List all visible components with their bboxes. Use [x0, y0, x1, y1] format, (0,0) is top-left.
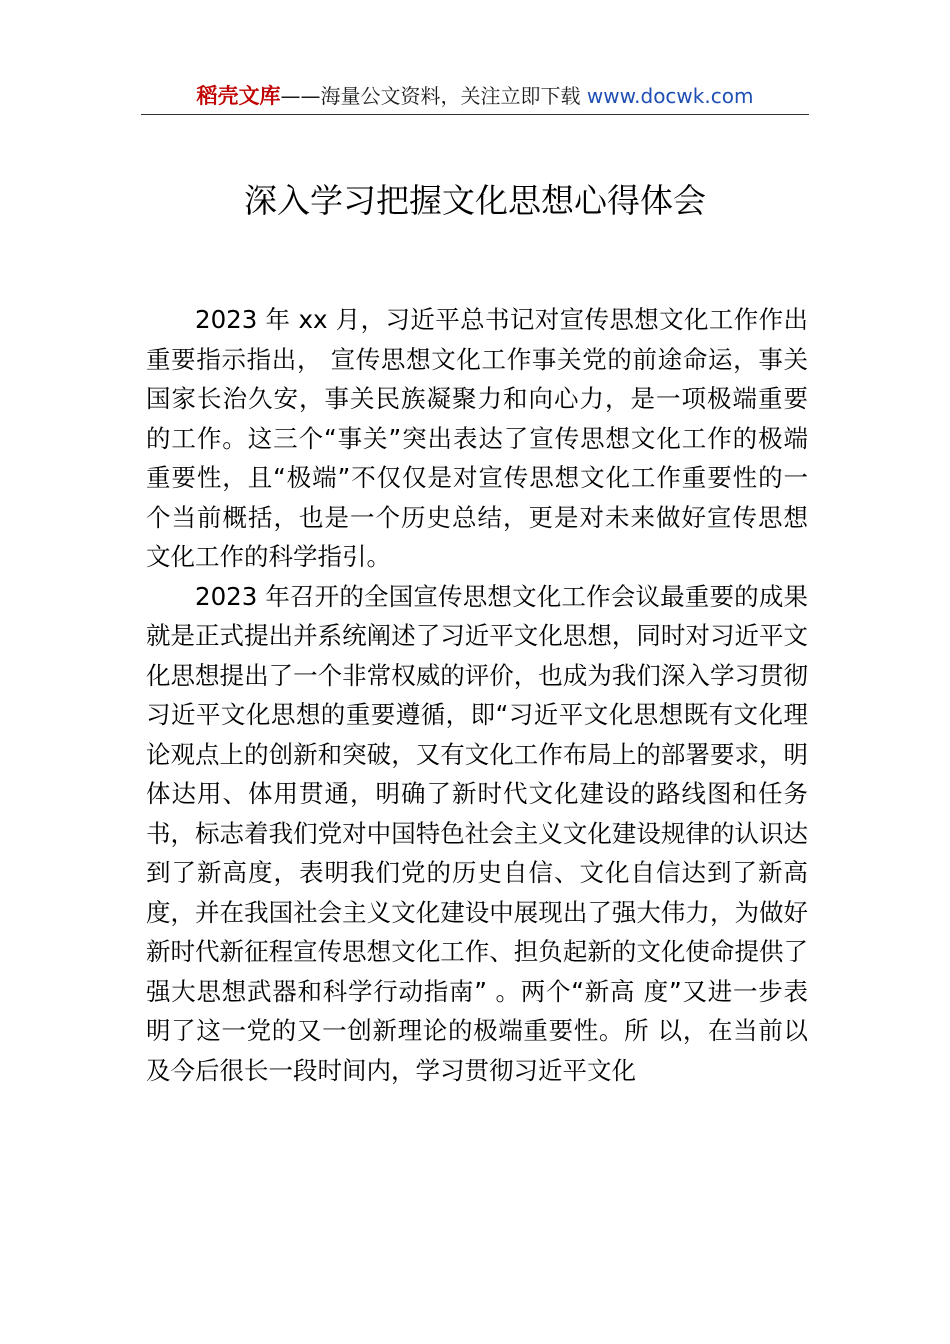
- paragraph-2: 2023 年召开的全国宣传思想文化工作会议最重要的成果就是正式提出并系统阐述了习近平文化思想，同时对习近平文化思想提出了一个非常权威的评价，也成为我们深入学习贯彻习近平文化思想的重要遵循，即“习近平文化思想既有文化理论观点上的创新和突破，又有文化工作布局上的部署要求，明体达用、体用贯通，明确了新时代文化建设的路线图和任务书，标志着我们党对中国特色社会主义文化建设规律的认识达到了新高度，表明我们党的历史自信、文化自信达到了新高度，并在我国社会主义文化建设中展现出了强大伟力，为做好新时代新征程宣传思想文化工作、担负起新的文化使命提供了强大思想武器和科学行动指南” 。两个“新高 度”又进一步表明了这一党的又一创新理论的极端重要性。所 以，在当前以及今后很长一段时间内，学习贯彻习近平文化: [146, 581, 808, 1085]
- paragraph-1: 2023 年 xx 月，习近平总书记对宣传思想文化工作作出重要指示指出， 宣传思想文化工作事关党的前途命运，事关 国家长治久安，事关民族凝聚力和向心力，是一项极端重要 的工作。这三个“事关”突出表达了宣传思想文化工作的极端 重要性，且“极端”不仅仅是对宣传思想文化工作重要性的一 个当前概括，也是一个历史总结，更是对未来做好宣传思想 文化工作的科学指引。: [146, 305, 808, 571]
- page-header: [141, 80, 809, 115]
- site-link[interactable]: www.docwk.com: [586, 84, 754, 108]
- header-slogan: 海量公文资料，关注立即下载: [320, 84, 587, 108]
- document-title: 深入学习把握文化思想心得体会: [244, 181, 706, 220]
- header-dash: ——: [280, 84, 321, 108]
- document-body: [146, 300, 808, 1090]
- brand-name: 稻壳文库: [196, 84, 281, 108]
